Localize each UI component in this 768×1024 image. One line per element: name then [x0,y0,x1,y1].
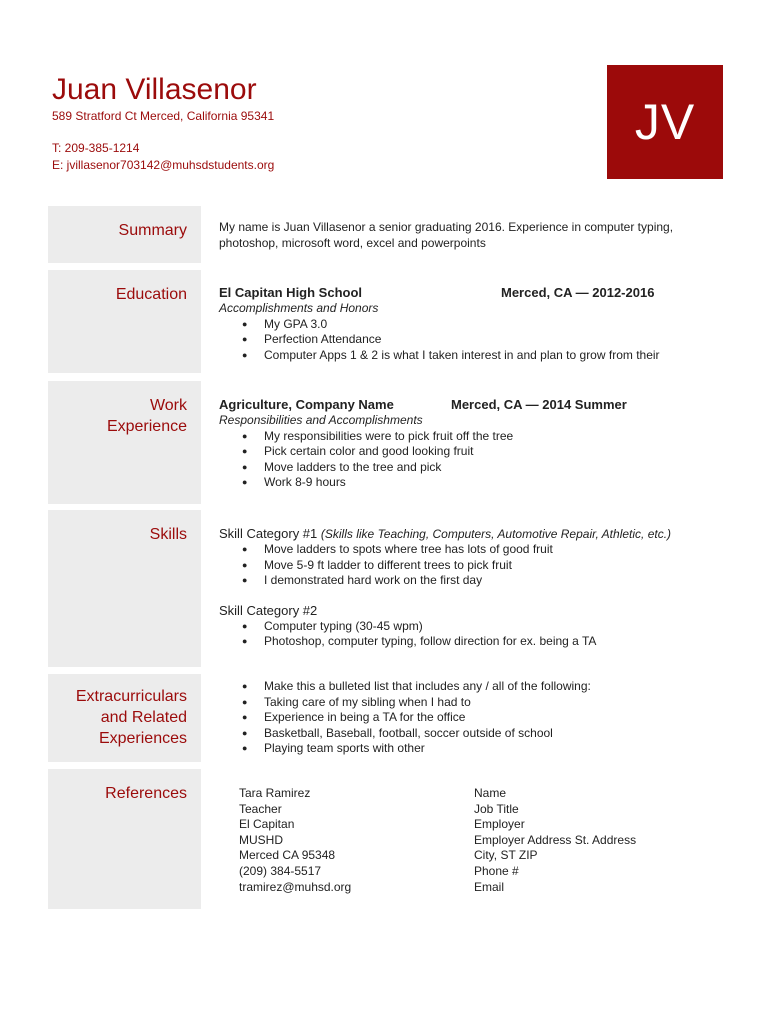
reference-line: Email [474,879,505,894]
school-name: El Capitan High School [219,285,363,300]
education-section [219,285,719,363]
skills-list-1 [219,542,719,589]
address: 589 Stratford Ct Merced, California 95341 [52,109,275,123]
work-header [219,397,719,413]
skills-label-text: Skills [149,526,187,543]
work-label-line1: Work [149,397,187,414]
monogram-logo: JV [607,65,723,179]
skills-section [219,526,719,650]
skill-category-1 [219,526,719,542]
education-label [48,270,201,373]
list-item: ● Computer typing (30-45 wpm) [219,619,719,635]
extracurriculars-label-line3: Experiences [98,730,187,747]
reference-line: Tara Ramirez [239,786,311,800]
reference-line: Name [474,786,507,800]
list-item: ● I demonstrated hard work on the first day [219,573,719,589]
work-location: Merced, CA — 2014 Summer [451,397,627,412]
email: E: jvillasenor703142@muhsdstudents.org [52,158,275,172]
summary-label-text: Summary [118,222,187,239]
resume-name: Juan Villasenor [52,73,257,106]
reference-line: City, ST ZIP [474,848,538,863]
extracurriculars-label-line1: Extracurriculars [75,688,187,705]
education-subtitle: Accomplishments and Honors [219,301,379,315]
education-header [219,285,719,301]
skill-category-1-title: Skill Category #1 [219,526,321,541]
list-item: ● Perfection Attendance [219,332,719,348]
list-item: ● Pick certain color and good looking fruit [219,444,719,460]
reference-line: Teacher [239,801,282,816]
list-item: ● My GPA 3.0 [219,317,719,333]
summary-section [219,220,709,251]
reference-line: Job Title [474,801,519,816]
extracurriculars-list [219,679,719,757]
references-label-text: References [105,785,187,802]
work-list [219,429,719,491]
education-label-text: Education [115,286,187,303]
list-item: ● Taking care of my sibling when I had to [219,695,719,711]
reference-line: MUSHD [239,832,283,847]
company-name: Agriculture, Company Name [219,397,394,412]
school-location: Merced, CA — 2012-2016 [501,285,655,300]
references-label [48,769,201,909]
list-item: ● Make this a bulleted list that includes any / all of the following: [219,679,719,695]
work-label-line2: Experience [106,418,187,435]
extracurriculars-label [48,674,201,762]
list-item: ● Basketball, Baseball, football, soccer outside of school [219,726,719,742]
skills-list-2 [219,619,719,650]
skill-category-1-note: (Skills like Teaching, Computers, Automotive Repair, Athletic, etc.) [320,527,672,541]
list-item: ● Move ladders to the tree and pick [219,460,719,476]
work-section [219,397,719,491]
list-item: ● Work 8-9 hours [219,475,719,491]
list-item: ● Move ladders to spots where tree has lots of good fruit [219,542,719,558]
work-subtitle: Responsibilities and Accomplishments [219,413,423,427]
reference-primary [239,786,351,895]
work-label [48,381,201,504]
extracurriculars-label-line2: and Related [100,709,187,726]
list-item: ● Playing team sports with other [219,741,719,757]
skills-label [48,510,201,667]
list-item: ● Move 5-9 ft ladder to different trees to pick fruit [219,558,719,574]
education-list [219,317,719,364]
reference-line: Merced CA 95348 [239,848,336,863]
extracurriculars-section [219,679,719,757]
reference-line: Phone # [474,863,519,878]
summary-text: My name is Juan Villasenor a senior graduating 2016. Experience in computer typing, photoshop, microsoft word, excel and powerpoints [219,220,674,250]
skill-category-2-title: Skill Category #2 [219,602,318,618]
list-item: ● My responsibilities were to pick fruit off the tree [219,429,719,445]
reference-line: Employer [474,817,525,832]
reference-line: (209) 384-5517 [239,863,322,878]
reference-line: tramirez@muhsd.org [239,879,352,894]
reference-template [474,786,636,895]
list-item: ● Computer Apps 1 & 2 is what I taken interest in and plan to grow from their [219,348,719,364]
phone: T: 209-385-1214 [52,141,140,155]
reference-line: Employer Address St. Address [474,832,637,847]
reference-line: El Capitan [239,817,295,832]
list-item: ● Photoshop, computer typing, follow direction for ex. being a TA [219,634,719,650]
list-item: ● Experience in being a TA for the office [219,710,719,726]
summary-label [48,206,201,263]
